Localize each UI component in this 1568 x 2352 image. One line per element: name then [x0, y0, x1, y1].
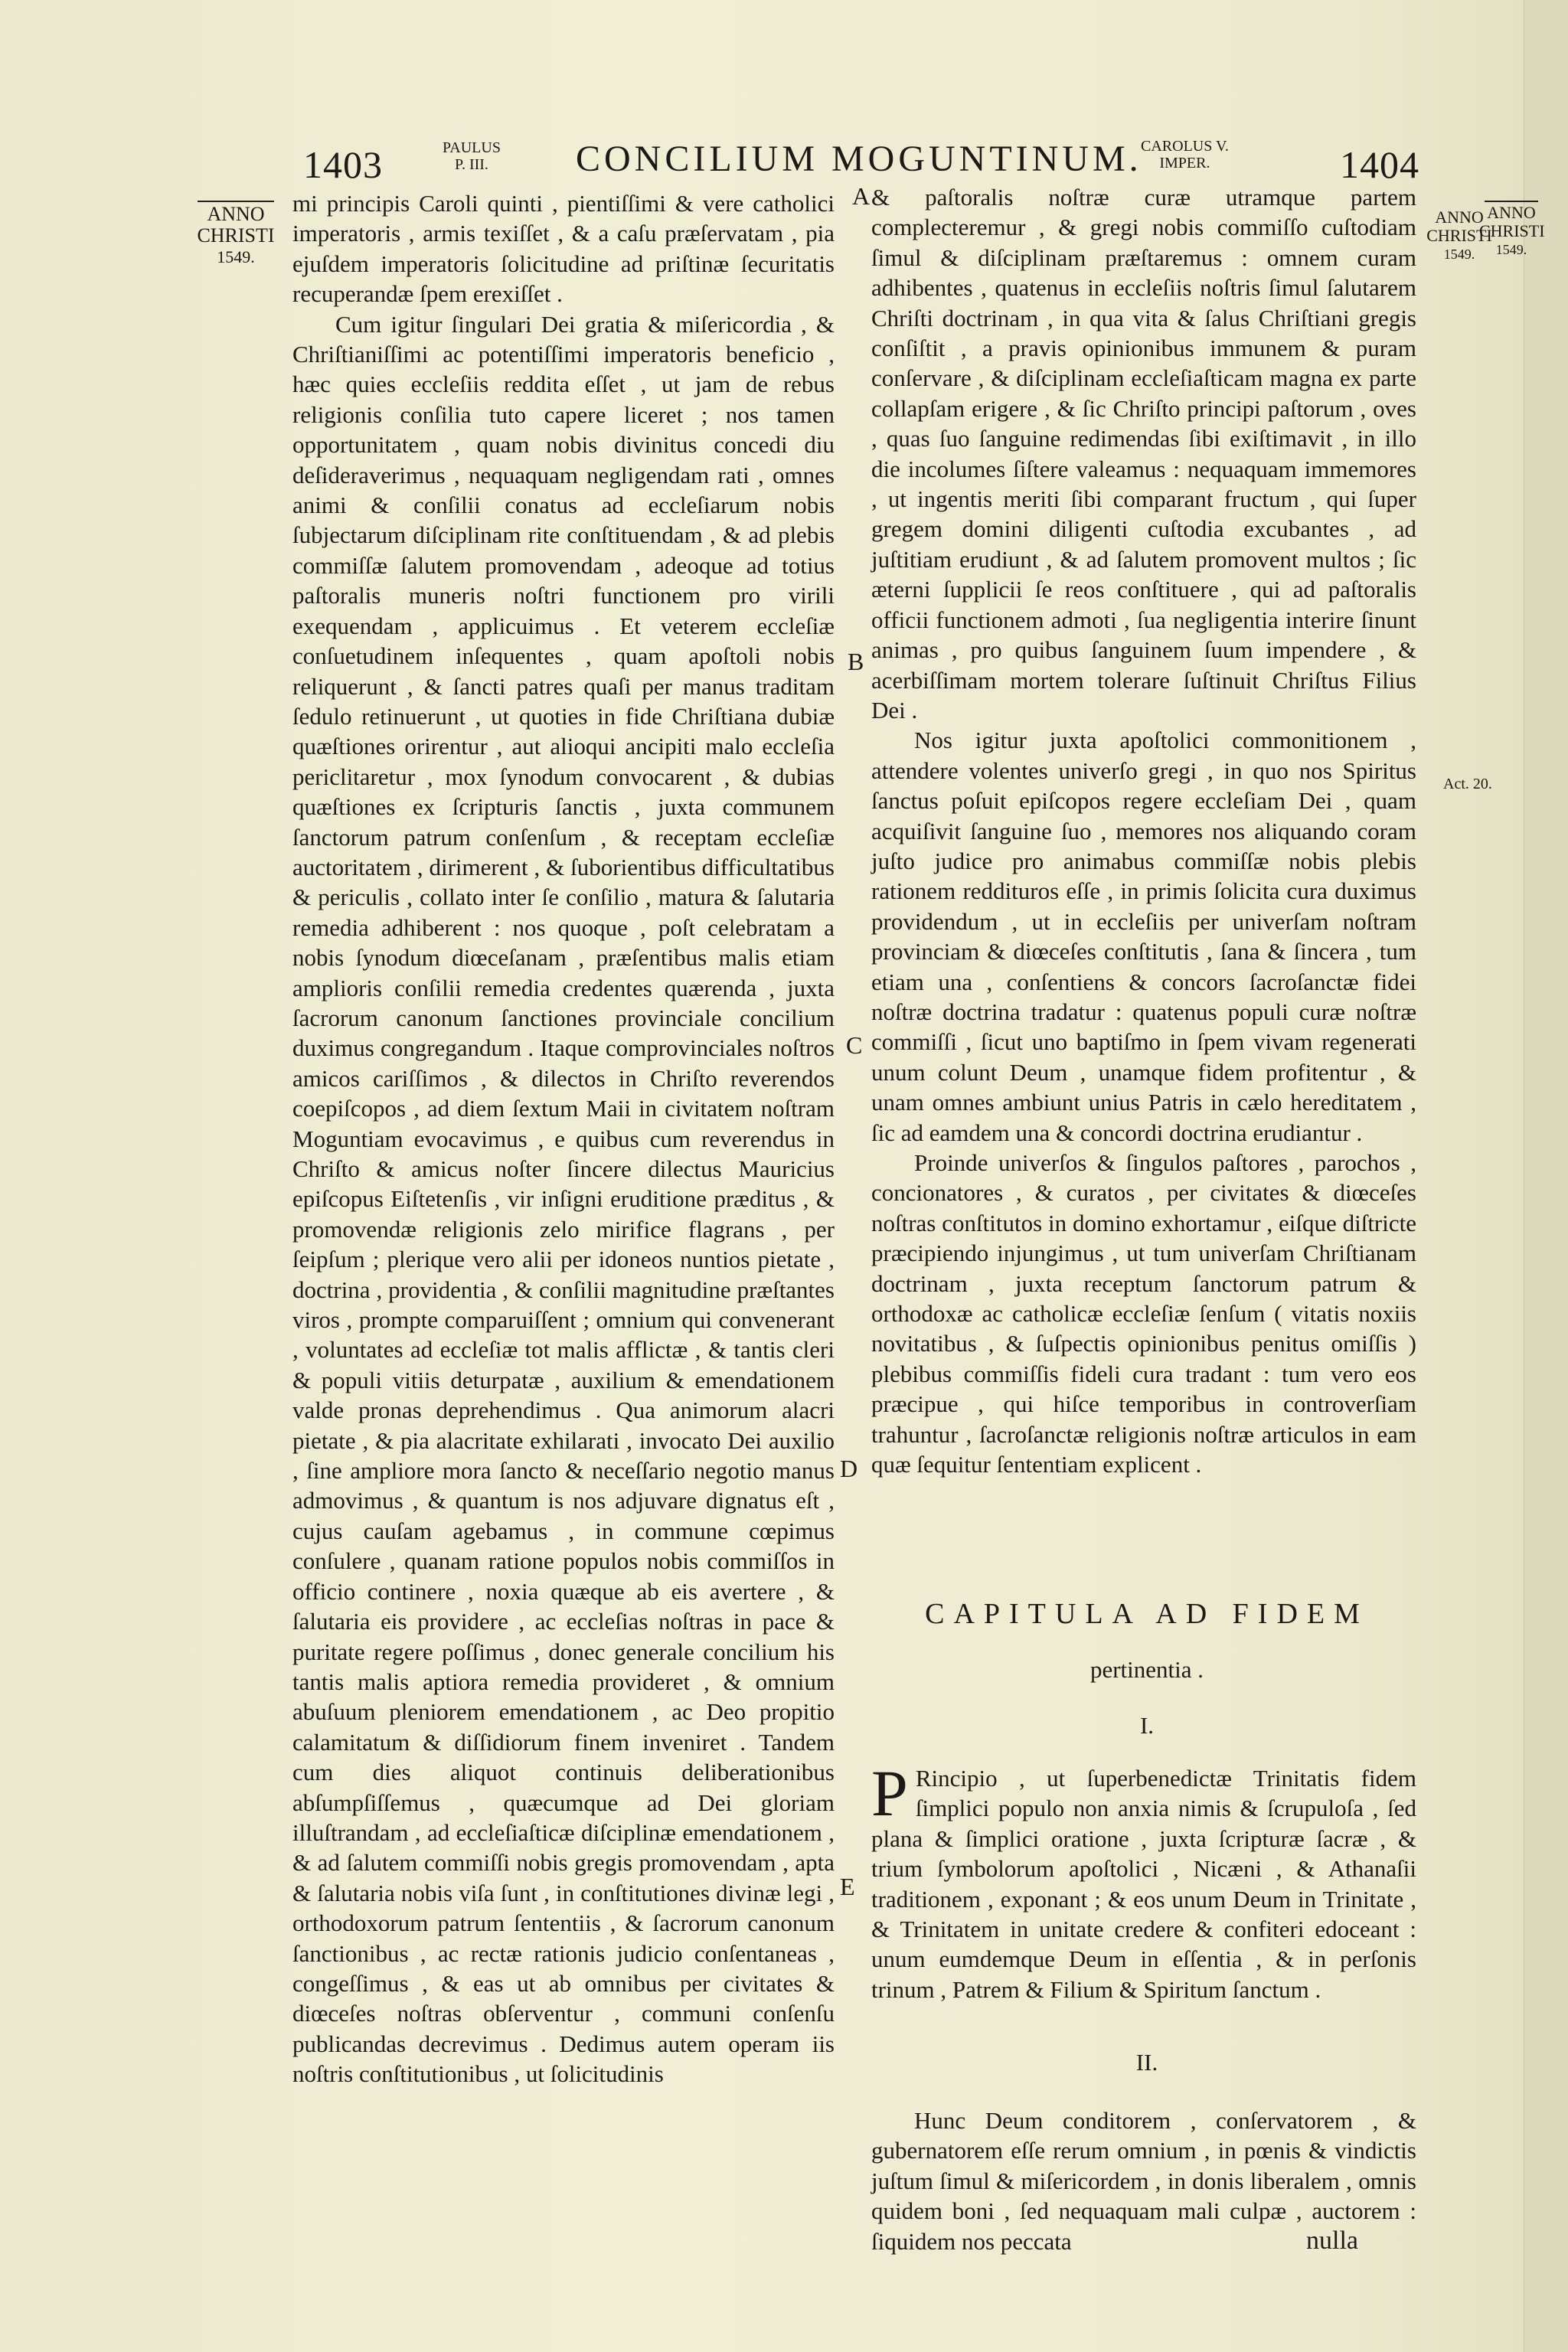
page-number-right: 1404	[1340, 143, 1419, 186]
section-letter-e: E	[840, 1873, 855, 1900]
page-number-left: 1403	[303, 143, 383, 186]
margin-anno-right: ANNO	[1435, 207, 1484, 227]
chapter-number-1: I.	[1139, 1712, 1155, 1739]
right-paragraph-2: Nos igitur juxta apoſtolici commonitionem , attendere volentes univerſo gregi , in quo nos Spiritus ſanctus poſuit epiſcopos regere eccleſiam Dei , quam acquiſivit ſanguine ſuo , memores nos aliquando coram juſto judice pro animabus commiſſæ nobis plebis rationem reddituros eſſe , in primis ſolicita cura duximus providendum , ut in eccleſiis per univerſam noſtram provinciam & diœceſes conſtitutis , ſana & ſincera , tum etiam una , conſentiens & concors ſacroſanctæ fidei noſtræ doctrina tradatur : quatenus populi curæ noſtræ commiſſi , ſicut uno baptiſmo in ſpem vivam regenerati unum colunt Deum , unamque fidem profitentur , & unam omnes ambiunt unius Patris in cælo hereditatem , ſic ad eamdem una & concordi doctrina erudiantur .	[871, 727, 1416, 1146]
margin-rule-left	[198, 201, 274, 202]
catchword: nulla	[1306, 2226, 1358, 2255]
margin-rule-right	[1485, 201, 1538, 202]
header-pope-label	[443, 139, 501, 173]
margin-christi-left: CHRISTI	[197, 224, 275, 247]
margin-year-right-value-2: 1549.	[1495, 242, 1527, 257]
chapter-heading: CAPITULA AD FIDEM	[925, 1598, 1369, 1630]
margin-year-right-value: 1549.	[1443, 247, 1475, 262]
margin-christi-right: CHRISTI	[1426, 226, 1492, 245]
margin-christi-right-2: CHRISTI	[1479, 221, 1545, 240]
section-letter-c: C	[846, 1031, 863, 1059]
right-text-column	[871, 182, 1416, 1479]
margin-year-left-value: 1549.	[217, 247, 255, 266]
chapter-paragraph-1-block	[871, 1756, 1416, 2004]
header-emperor-label	[1141, 138, 1229, 172]
chapter-paragraph-2: Hunc Deum conditorem , conſervatorem , & gubernatorem eſſe rerum omnium , in pœnis & vindictis juſtum ſimul & miſericordem , in donis liberalem , omnis quidem boni , ſed nequaquam mali culpæ , auctorem : ſiquidem nos peccata	[871, 2107, 1416, 2255]
margin-anno-left: ANNO	[207, 203, 265, 225]
left-text-column	[292, 188, 835, 2089]
header-emperor-name: CAROLUS V.	[1141, 138, 1229, 155]
section-letter-a: A	[852, 182, 871, 210]
right-paragraph-1: & paſtoralis noſtræ curæ utramque partem complecteremur , & gregi nobis commiſſo cuſtodiam ſimul & diſciplinam præſtaremus : omnem curam adhibentes , quatenus in eccleſiis noſtris ſimul ſalutarem Chriſti doctrinam , in qua vita & ſalus Chriſtiani gregis conſiſtit , a pravis opinionibus immunem & puram conſervare , & diſciplinam eccleſiaſticam magna ex parte collapſam erigere , & ſic Chriſto principi paſtorum , oves , quas ſuo ſanguine redimendas ſibi exiſtimavit , in illo die incolumes ſiſtere valeamus : nequaquam immemores , ut ingentis meriti ſibi comparant fructum , qui ſuper gregem domini diligenti cuſtodia excubantes , ad juſtitiam erudiunt , & ad ſalutem promovent multos ; ſic æterni ſupplicii ſe reos conſtituere , qui ad paſtoralis officii functionem admoti , ſua negligentia interire ſinunt animas , pro quibus ſanguinem ſuum impendere , & acerbiſſimam mortem tolerare ſuſtinuit Chriſtus Filius Dei .	[871, 184, 1416, 724]
header-pope-name: PAULUS	[443, 139, 501, 156]
header-emperor-title: IMPER.	[1159, 155, 1210, 172]
running-title: CONCILIUM MOGUNTINUM.	[576, 139, 1142, 179]
chapter-paragraph-1: Rincipio , ut ſuperbenedictæ Trinitatis fidem ſimplici populo non anxia nimis & ſcrupuloſa , ſed plana & ſimplici oratione , juxta ſcripturæ ſacræ , & trium ſymbolorum apoſtolici , Nicæni , & Athanaſii traditionem , exponant ; & eos unum Deum in Trinitate , & Trinitatem in unitate credere & confiteri edoceant : unum eumdemque Deum in eſſentia , & in perſonis trinum , Patrem & Filium & Spiritum ſanctum .	[871, 1765, 1416, 2003]
section-letter-b: B	[848, 648, 864, 675]
section-letter-d: D	[840, 1455, 858, 1482]
left-paragraph-2: Cum igitur ſingulari Dei gratia & miſericordia , & Chriſtianiſſimi ac potentiſſimi imperatoris beneficio , hæc quies eccleſiis reddita eſſet , ut jam de rebus religionis conſilia tuto capere liceret ; nos tamen opportunitatem , quam nobis divinitus concedi diu deſideraverimus , nequaquam negligendam rati , omnes animi & conſilii conatus ad eccleſiarum nobis ſubjectarum diſciplinam rite conſtituendam , & ad plebis commiſſæ ſalutem promovendam , adeoque ad totius paſtoralis muneris noſtri functionem pro virili exequendam , applicuimus . Et veterem eccleſiæ conſuetudinem inſequentes , quam apoſtoli nobis reliquerunt , & ſancti patres quaſi per manus traditam ſedulo retinuerunt , ut quoties in fide Chriſtiana dubiæ quæſtiones orirentur , aut alioqui ancipiti malo eccleſia periclitaretur , mox ſynodum convocarent , & dubias quæſtiones ex ſcripturis ſanctis , juxta communem ſanctorum patrum conſenſum , & receptam eccleſiæ auctoritatem , dirimerent , & ſuborientibus difficultatibus & periculis , collato inter ſe conſilio , matura & ſalutaria remedia adhiberent : nos quoque , poſt celebratam a nobis ſynodum diœceſanam , præſentibus malis etiam amplioris conſilii remedia credentes quærenda , juxta ſacrorum canonum ſanctiones provinciale concilium duximus congregandum . Itaque comprovinciales noſtros amicos cariſſimos , & dilectos in Chriſto reverendos coepiſcopos , ad diem ſextum Maii in civitatem noſtram Moguntiam evocavimus , e quibus cum reverendus in Chriſto & amicus noſter ſincere dilectus Mauricius epiſcopus Eiſtetenſis , vir inſigni eruditione præditus , & promovendæ religionis zelo mirifice flagrans , per ſeipſum ; plerique vero alii per idoneos nuntios pietate , doctrina , providentia , & conſilii magnitudine præſtantes viros , prompte comparuiſſent ; omnium qui convenerant , voluntates ad eccleſiæ tot malis afflictæ , & tantis cleri & populi vitiis deturpatæ , auxilium & emendationem valde pronas deprehendimus . Qua animorum alacri pietate , & pia alacritate exhilarati , invocato Dei auxilio , ſine ampliore mora ſancto & neceſſario negotio manus admovimus , & quantum is nos adjuvare dignatus eſt , cujus cauſam agebamus , in commune cœpimus conſulere , quanam ratione populos nobis commiſſos in officio continere , noxia quæque ab eis avertere , & ſalutaria eis providere , ac eccleſias noſtras in pace & puritate regere poſſimus , donec generale concilium his tantis malis aptiora remedia provideret , & omnium abuſuum pleniorem emendationem , ac Deo propitio calamitatum & diſſidiorum finem inveniret . Tandem cum dies aliquot continuis deliberationibus abſumpſiſſemus , quæcumque ad Dei gloriam illuſtrandam , ad eccleſiaſticæ diſciplinæ emendationem , & ad ſalutem commiſſi nobis gregis promovendam , apta & ſalutaria nobis viſa ſunt , in conſtitutiones divinæ legi , orthodoxorum patrum ſententiis , & ſacrorum canonum ſanctionibus , ac rectæ rationis judicio conſentaneas , congeſſimus , & eas ut ab omnibus per civitates & diœceſes noſtras obſerventur , communi conſenſu publicandas decrevimus . Dedimus autem operam iis noſtris conſtitutionibus , ut ſolicitudinis	[292, 310, 835, 2088]
right-paragraph-3: Proinde univerſos & ſingulos paſtores , parochos , concionatores , & curatos , per civitates & diœceſes noſtras conſtitutos in domino exhortamur , eiſque diſtricte præcipiendo injungimus , ut tum univerſam Chriſtianam doctrinam , juxta receptum ſanctorum patrum & orthodoxæ ac catholicæ eccleſiæ ſenſum ( vitatis noxiis novitatibus , & ſuſpectis opinionibus penitus omiſſis ) plebibus commiſſis fideli cura tradant : tum vero eos præcipue , qui hiſce temporibus in controverſiam trahuntur , ſacroſanctæ religionis noſtræ articulos in eam quæ ſequitur ſententiam explicent .	[871, 1149, 1416, 1478]
drop-capital: P	[871, 1756, 908, 1830]
margin-year-right-outer	[1479, 201, 1544, 259]
chapter-number-2: II.	[1135, 2049, 1158, 2076]
left-paragraph-1: mi principis Caroli quinti , pientiſſimi & vere catholici imperatoris , armis texiſſet , & a caſu præſervatam , pia ejuſdem imperatoris ſolicitudine ad priſtinæ ſecuritatis recuperandæ ſpem erexiſſet .	[292, 190, 835, 308]
margin-acts-reference: Act. 20.	[1443, 776, 1492, 792]
page-edge-shadow	[1524, 0, 1568, 2352]
header-pope-number: P. III.	[455, 156, 488, 173]
margin-year-left	[193, 201, 279, 268]
chapter-subheading: pertinentia .	[1089, 1656, 1204, 1683]
margin-anno-right-2: ANNO	[1487, 203, 1536, 222]
